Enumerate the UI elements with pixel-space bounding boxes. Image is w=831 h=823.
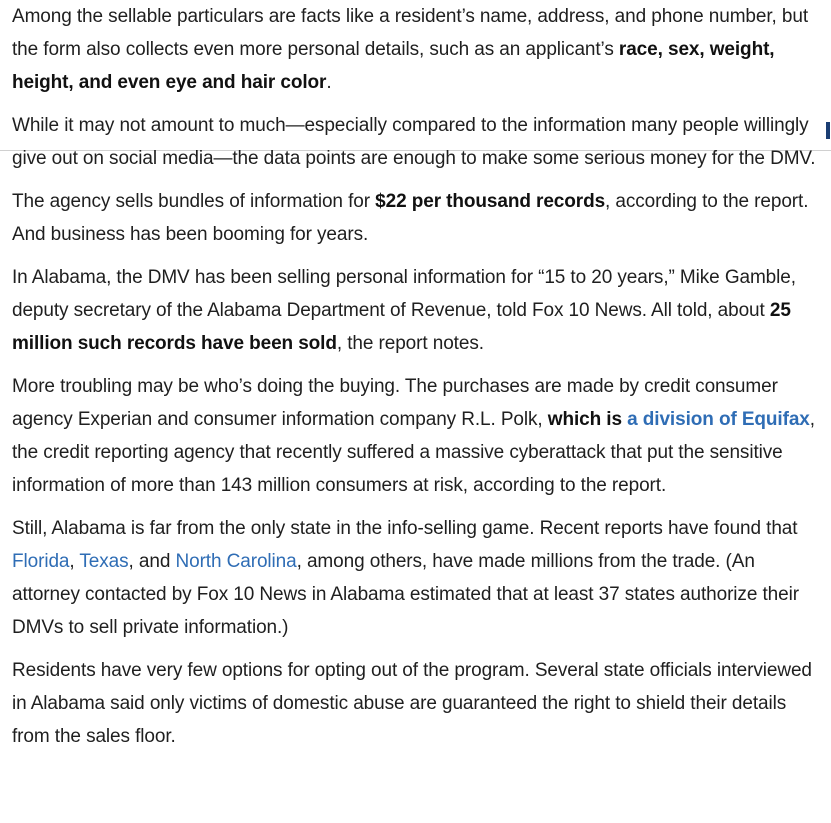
paragraph-price (12, 185, 827, 251)
paragraph-buyers (12, 370, 827, 502)
paragraph-text: , according to the report. And business has been booming for years. (12, 191, 809, 245)
link-florida[interactable]: Florida (12, 551, 70, 572)
paragraph-other-states (12, 512, 827, 644)
link-equifax[interactable]: a division of Equifax (627, 409, 810, 430)
paragraph-text: . (326, 72, 332, 93)
paragraph-text: The agency sells bundles of information for (12, 191, 376, 212)
bold-text: $22 per thousand records (375, 191, 606, 212)
link-texas[interactable]: Texas (79, 551, 129, 572)
paragraph-text: More troubling may be who’s doing the buying. The purchases are made by credit consumer agency Experian and consumer information company R.L. Polk, (12, 376, 778, 430)
paragraph-alabama (12, 261, 827, 360)
paragraph-text: While it may not amount to much—especially compared to the information many people willingly give out on social media—the data points are enough to make some serious money for the DMV. (12, 115, 816, 169)
paragraph-text: Residents have very few options for opting out of the program. Several state officials interviewed in Alabama said only victims of domestic abuse are guaranteed the right to shield their details from the sales floor. (12, 660, 812, 747)
article-body (12, 0, 827, 763)
bold-text: which is (547, 409, 628, 430)
bold-text: race, sex, weight, height, and even eye and hair color (12, 39, 775, 93)
bold-text: 25 million such records have been sold (12, 300, 791, 354)
paragraph-personal-details (12, 0, 827, 99)
paragraph-text: Still, Alabama is far from the only state in the info-selling game. Recent reports have found that (12, 518, 798, 539)
paragraph-text: In Alabama, the DMV has been selling personal information for “15 to 20 years,” Mike Gamble, deputy secretary of the Alabama Department of Revenue, told Fox 10 News. All told, about (12, 267, 796, 321)
paragraph-text: Among the sellable particulars are facts like a resident’s name, address, and phone number, but the form also collects even more personal details, such as an applicant’s (12, 6, 809, 60)
link-north-carolina[interactable]: North Carolina (175, 551, 297, 572)
paragraph-social-media (12, 109, 827, 175)
paragraph-text: , the credit reporting agency that recently suffered a massive cyberattack that put the sensitive information of more than 143 million consumers at risk, according to the report. (12, 409, 815, 496)
paragraph-text: , among others, have made millions from the trade. (An attorney contacted by Fox 10 News in Alabama estimated that at least 37 states authorize their DMVs to sell private information.) (12, 551, 799, 638)
paragraph-opt-out (12, 654, 827, 753)
paragraph-text: , the report notes. (336, 333, 484, 354)
paragraph-text: , (69, 551, 80, 572)
paragraph-text: , and (128, 551, 176, 572)
